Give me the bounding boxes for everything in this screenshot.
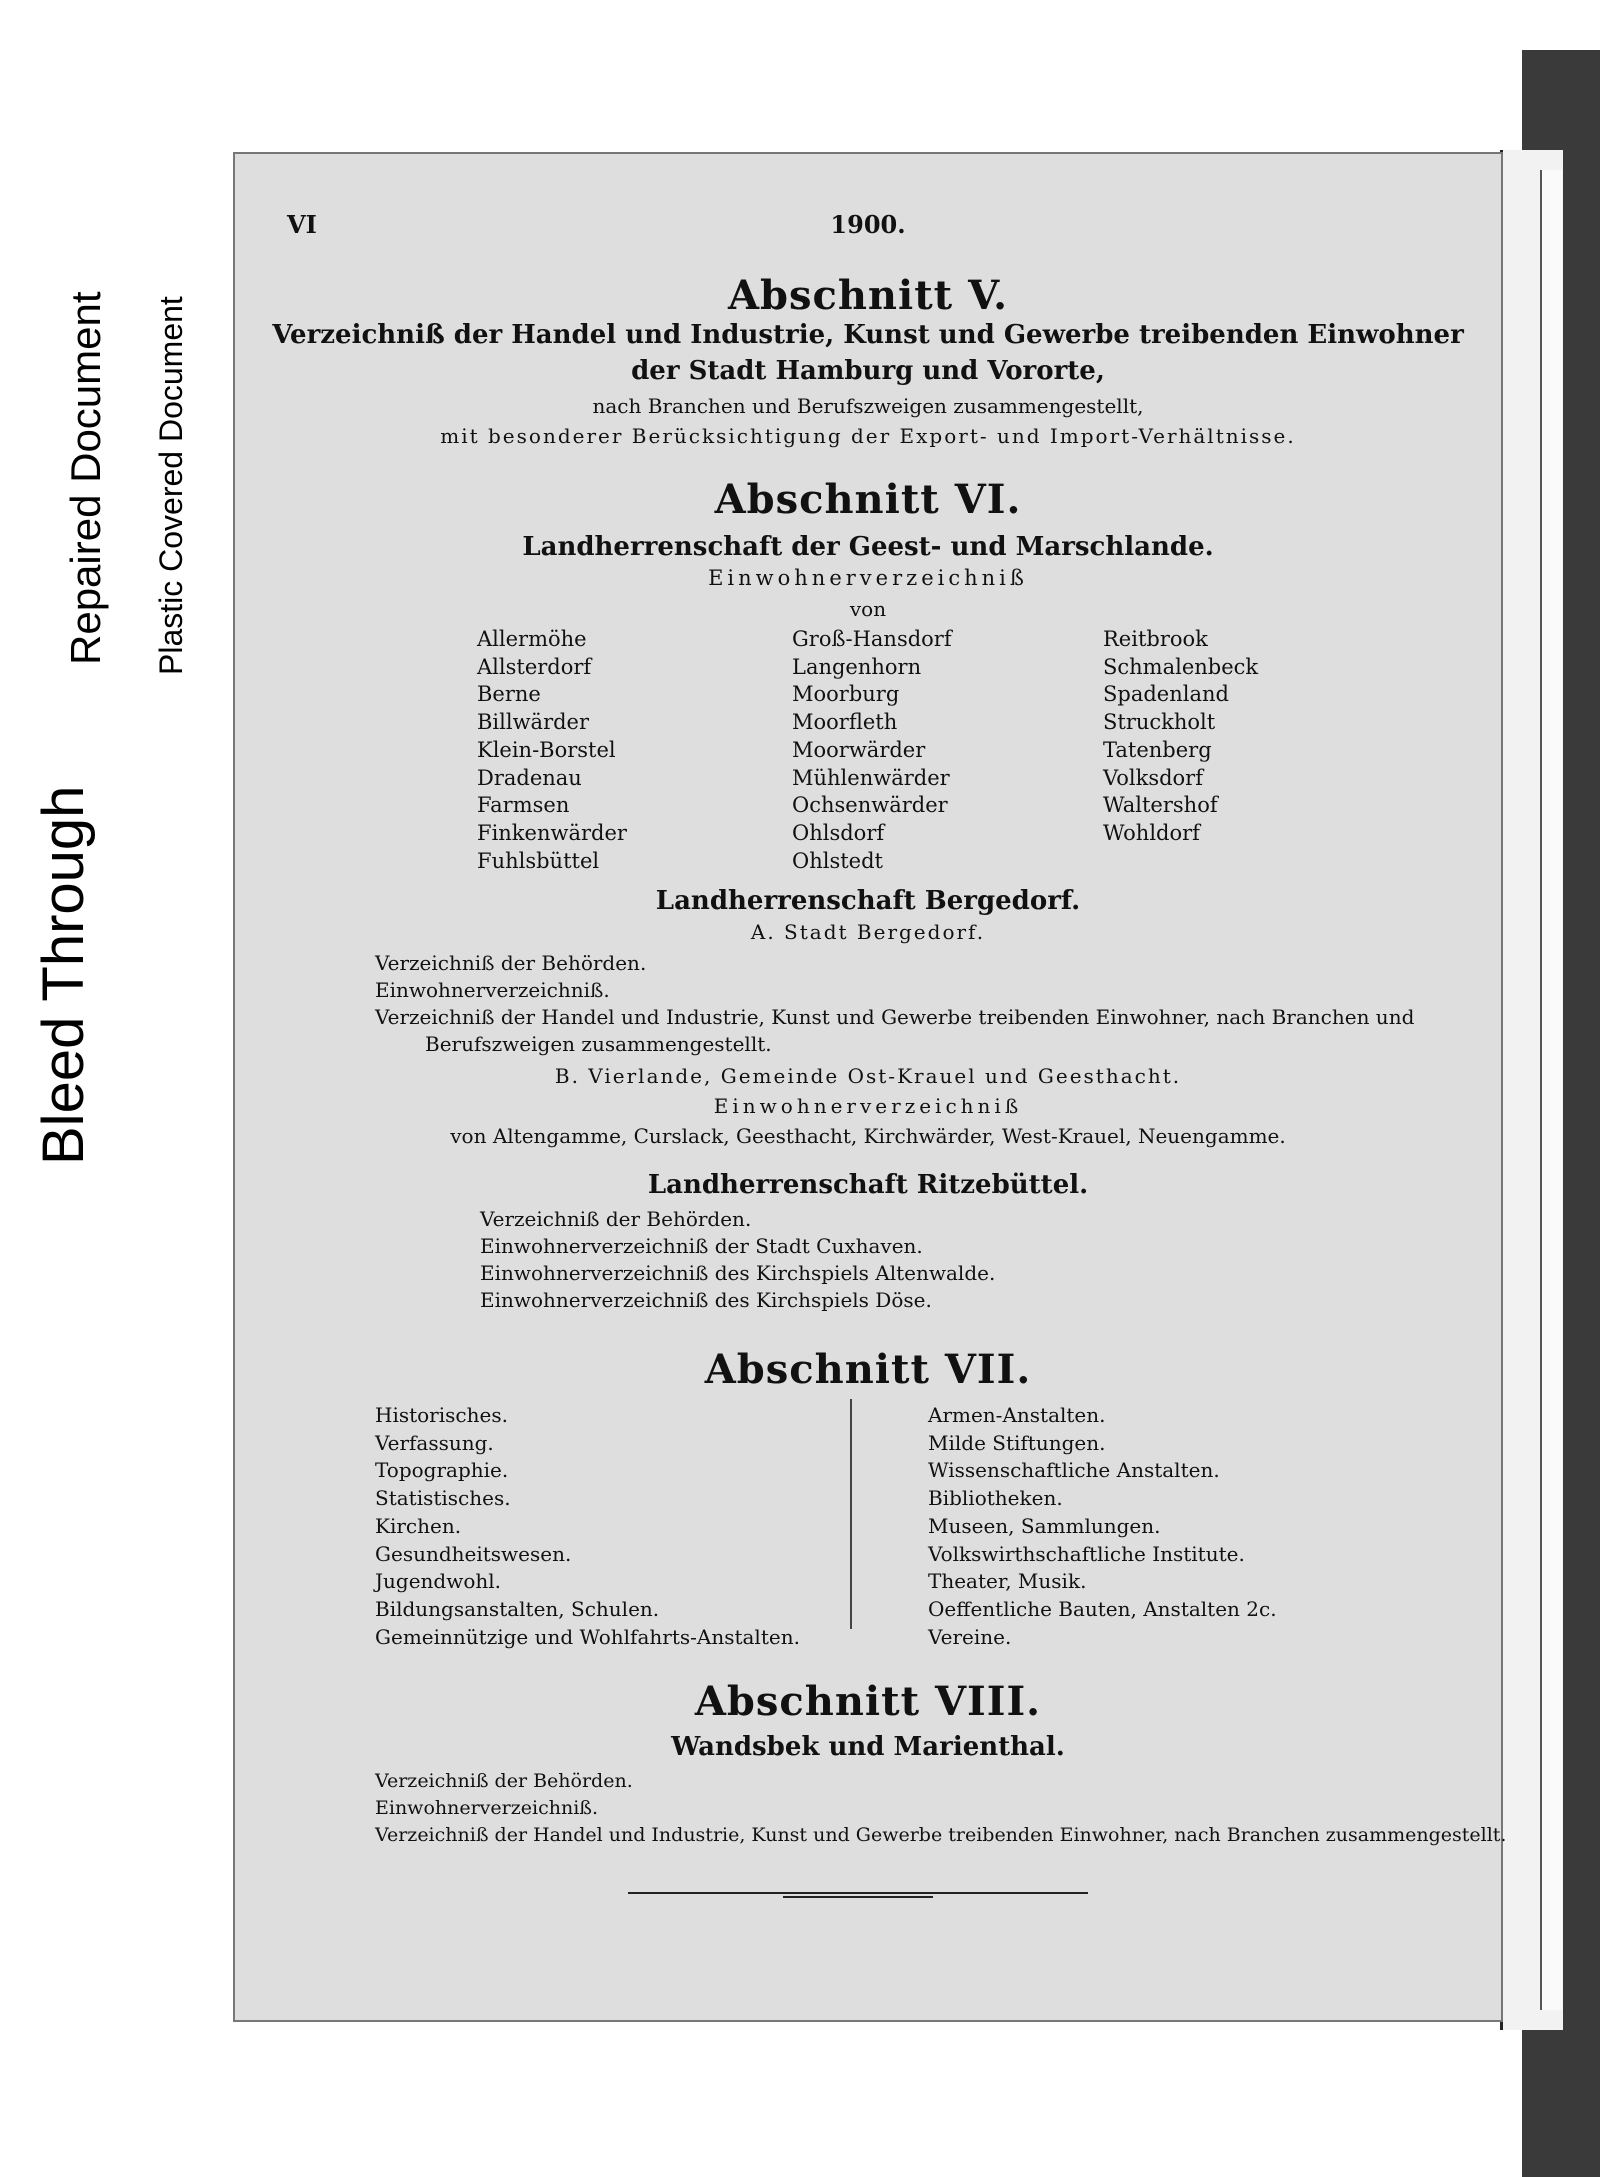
list-item: Wohldorf [1103, 820, 1200, 845]
list-item: Bibliotheken. [928, 1486, 1063, 1511]
list-item: Volksdorf [1103, 765, 1203, 790]
page-number: VI [287, 210, 317, 239]
places-column-2 [792, 626, 952, 875]
list-item: Kirchen. [375, 1513, 462, 1538]
list-item: Verzeichniß der Handel und Industrie, Kunst und Gewerbe treibenden Einwohner, nach Branchen und [375, 1005, 1415, 1029]
bergedorf-b: B. Vierlande, Gemeinde Ost-Krauel und Geesthacht. [554, 1064, 1182, 1088]
list-item: Ochsenwärder [792, 793, 948, 818]
list-item: Armen-Anstalten. [928, 1403, 1106, 1427]
list-item: Verzeichniß der Behörden. [375, 951, 647, 975]
list-item: Moorwärder [792, 737, 926, 762]
list-item: Tatenberg [1103, 737, 1212, 762]
ritzebuettel-list [480, 1206, 995, 1314]
side-labels [0, 0, 240, 2177]
list-item: Spadenland [1103, 682, 1229, 707]
list-item: Allermöhe [477, 627, 587, 651]
list-item: Verzeichniß der Handel und Industrie, Kunst und Gewerbe treibenden Einwohner, nach Branchen zusammengestellt. [375, 1824, 1507, 1846]
list-item: Reitbrook [1103, 627, 1208, 651]
list-item: Volkswirthschaftliche Institute. [928, 1541, 1245, 1566]
section-v-line3: nach Branchen und Berufszweigen zusammengestellt, [592, 394, 1144, 418]
list-item: Verzeichniß der Behörden. [375, 1770, 633, 1792]
end-rule-double [783, 1896, 933, 1898]
list-item: Berne [477, 682, 541, 707]
places-column-3 [1103, 626, 1258, 848]
list-item: Statistisches. [375, 1486, 511, 1511]
list-item: Verfassung. [375, 1430, 494, 1455]
bergedorf-list [375, 950, 1414, 1058]
document-page [233, 152, 1507, 2022]
list-item: Vereine. [928, 1624, 1012, 1649]
list-item: Verzeichniß der Behörden. [480, 1207, 752, 1231]
list-item: Moorfleth [792, 710, 898, 735]
list-item: Finkenwärder [477, 820, 627, 845]
bergedorf-a: A. Stadt Bergedorf. [750, 920, 986, 944]
list-item: Einwohnerverzeichniß des Kirchspiels Altenwalde. [480, 1261, 996, 1285]
bleed-through-label: Bleed Through [31, 785, 96, 1165]
list-item: Schmalenbeck [1103, 654, 1259, 679]
list-item: Einwohnerverzeichniß der Stadt Cuxhaven. [480, 1234, 923, 1258]
list-item: Mühlenwärder [792, 765, 950, 790]
list-item: Museen, Sammlungen. [928, 1513, 1161, 1538]
places-column-1 [477, 626, 627, 875]
list-item: Bildungsanstalten, Schulen. [375, 1596, 660, 1621]
bergedorf-b-register: Einwohnerverzeichniß [713, 1094, 1023, 1118]
list-item: Ohlsdorf [792, 820, 885, 845]
bergedorf-b-von: von Altengamme, Curslack, Geesthacht, Kirchwärder, West-Krauel, Neuengamme. [450, 1124, 1286, 1148]
end-rule-line [628, 1892, 1088, 1894]
list-item: Oeffentliche Bauten, Anstalten 2c. [928, 1596, 1277, 1621]
list-item: Langenhorn [792, 654, 922, 679]
column-divider [850, 1399, 852, 1629]
section-vii-right-list [928, 1402, 1277, 1651]
list-item: Fuhlsbüttel [477, 848, 600, 873]
list-item: Billwärder [477, 710, 590, 735]
list-item: Waltershof [1103, 793, 1218, 818]
section-viii-title: Abschnitt VIII. [694, 1678, 1042, 1725]
list-item: Theater, Musik. [928, 1569, 1087, 1594]
plastic-covered-label: Plastic Covered Document [153, 296, 189, 675]
page-year: 1900. [830, 210, 906, 239]
list-item: Historisches. [375, 1403, 508, 1427]
list-item: Wissenschaftliche Anstalten. [928, 1458, 1220, 1483]
bergedorf-title: Landherrenschaft Bergedorf. [655, 886, 1081, 916]
section-v-line4: mit besonderer Berücksichtigung der Export- und Import-Verhältnisse. [440, 424, 1296, 448]
list-item: Gesundheitswesen. [375, 1541, 572, 1566]
list-item: Groß-Hansdorf [792, 627, 952, 651]
list-item: Moorburg [792, 682, 900, 707]
section-vi-von: von [849, 597, 887, 621]
list-item: Milde Stiftungen. [928, 1430, 1106, 1455]
section-vi-subtitle: Landherrenschaft der Geest- und Marschlande. [522, 532, 1214, 562]
section-viii-list [375, 1768, 1506, 1849]
list-item: Ohlstedt [792, 848, 883, 873]
list-item: Struckholt [1103, 710, 1216, 735]
section-vii-title: Abschnitt VII. [704, 1346, 1032, 1393]
section-vii-left-list [375, 1402, 800, 1651]
book-binding-inner-edge [1540, 170, 1562, 2010]
list-item: Topographie. [375, 1458, 509, 1483]
section-v-line2: der Stadt Hamburg und Vororte, [631, 356, 1105, 386]
section-vi-register-title: Einwohnerverzeichniß [708, 566, 1028, 590]
list-item: Einwohnerverzeichniß des Kirchspiels Döse. [480, 1288, 932, 1312]
list-item: Gemeinnützige und Wohlfahrts-Anstalten. [375, 1624, 800, 1649]
section-vi-title: Abschnitt VI. [714, 476, 1022, 523]
ritzebuettel-title: Landherrenschaft Ritzebüttel. [647, 1170, 1089, 1200]
list-item: Allsterdorf [477, 654, 592, 679]
repaired-document-label: Repaired Document [62, 291, 109, 665]
list-item: Farmsen [477, 793, 570, 818]
list-item: Einwohnerverzeichniß. [375, 978, 610, 1002]
list-item: Einwohnerverzeichniß. [375, 1797, 598, 1819]
list-item: Klein-Borstel [477, 737, 616, 762]
list-item: Berufszweigen zusammengestellt. [425, 1032, 772, 1056]
list-item: Jugendwohl. [375, 1569, 502, 1594]
section-viii-subtitle: Wandsbek und Marienthal. [671, 1732, 1065, 1762]
section-v-line1: Verzeichniß der Handel und Industrie, Kunst und Gewerbe treibenden Einwohner [272, 320, 1464, 350]
list-item: Dradenau [477, 765, 582, 790]
section-v-title: Abschnitt V. [727, 272, 1009, 319]
